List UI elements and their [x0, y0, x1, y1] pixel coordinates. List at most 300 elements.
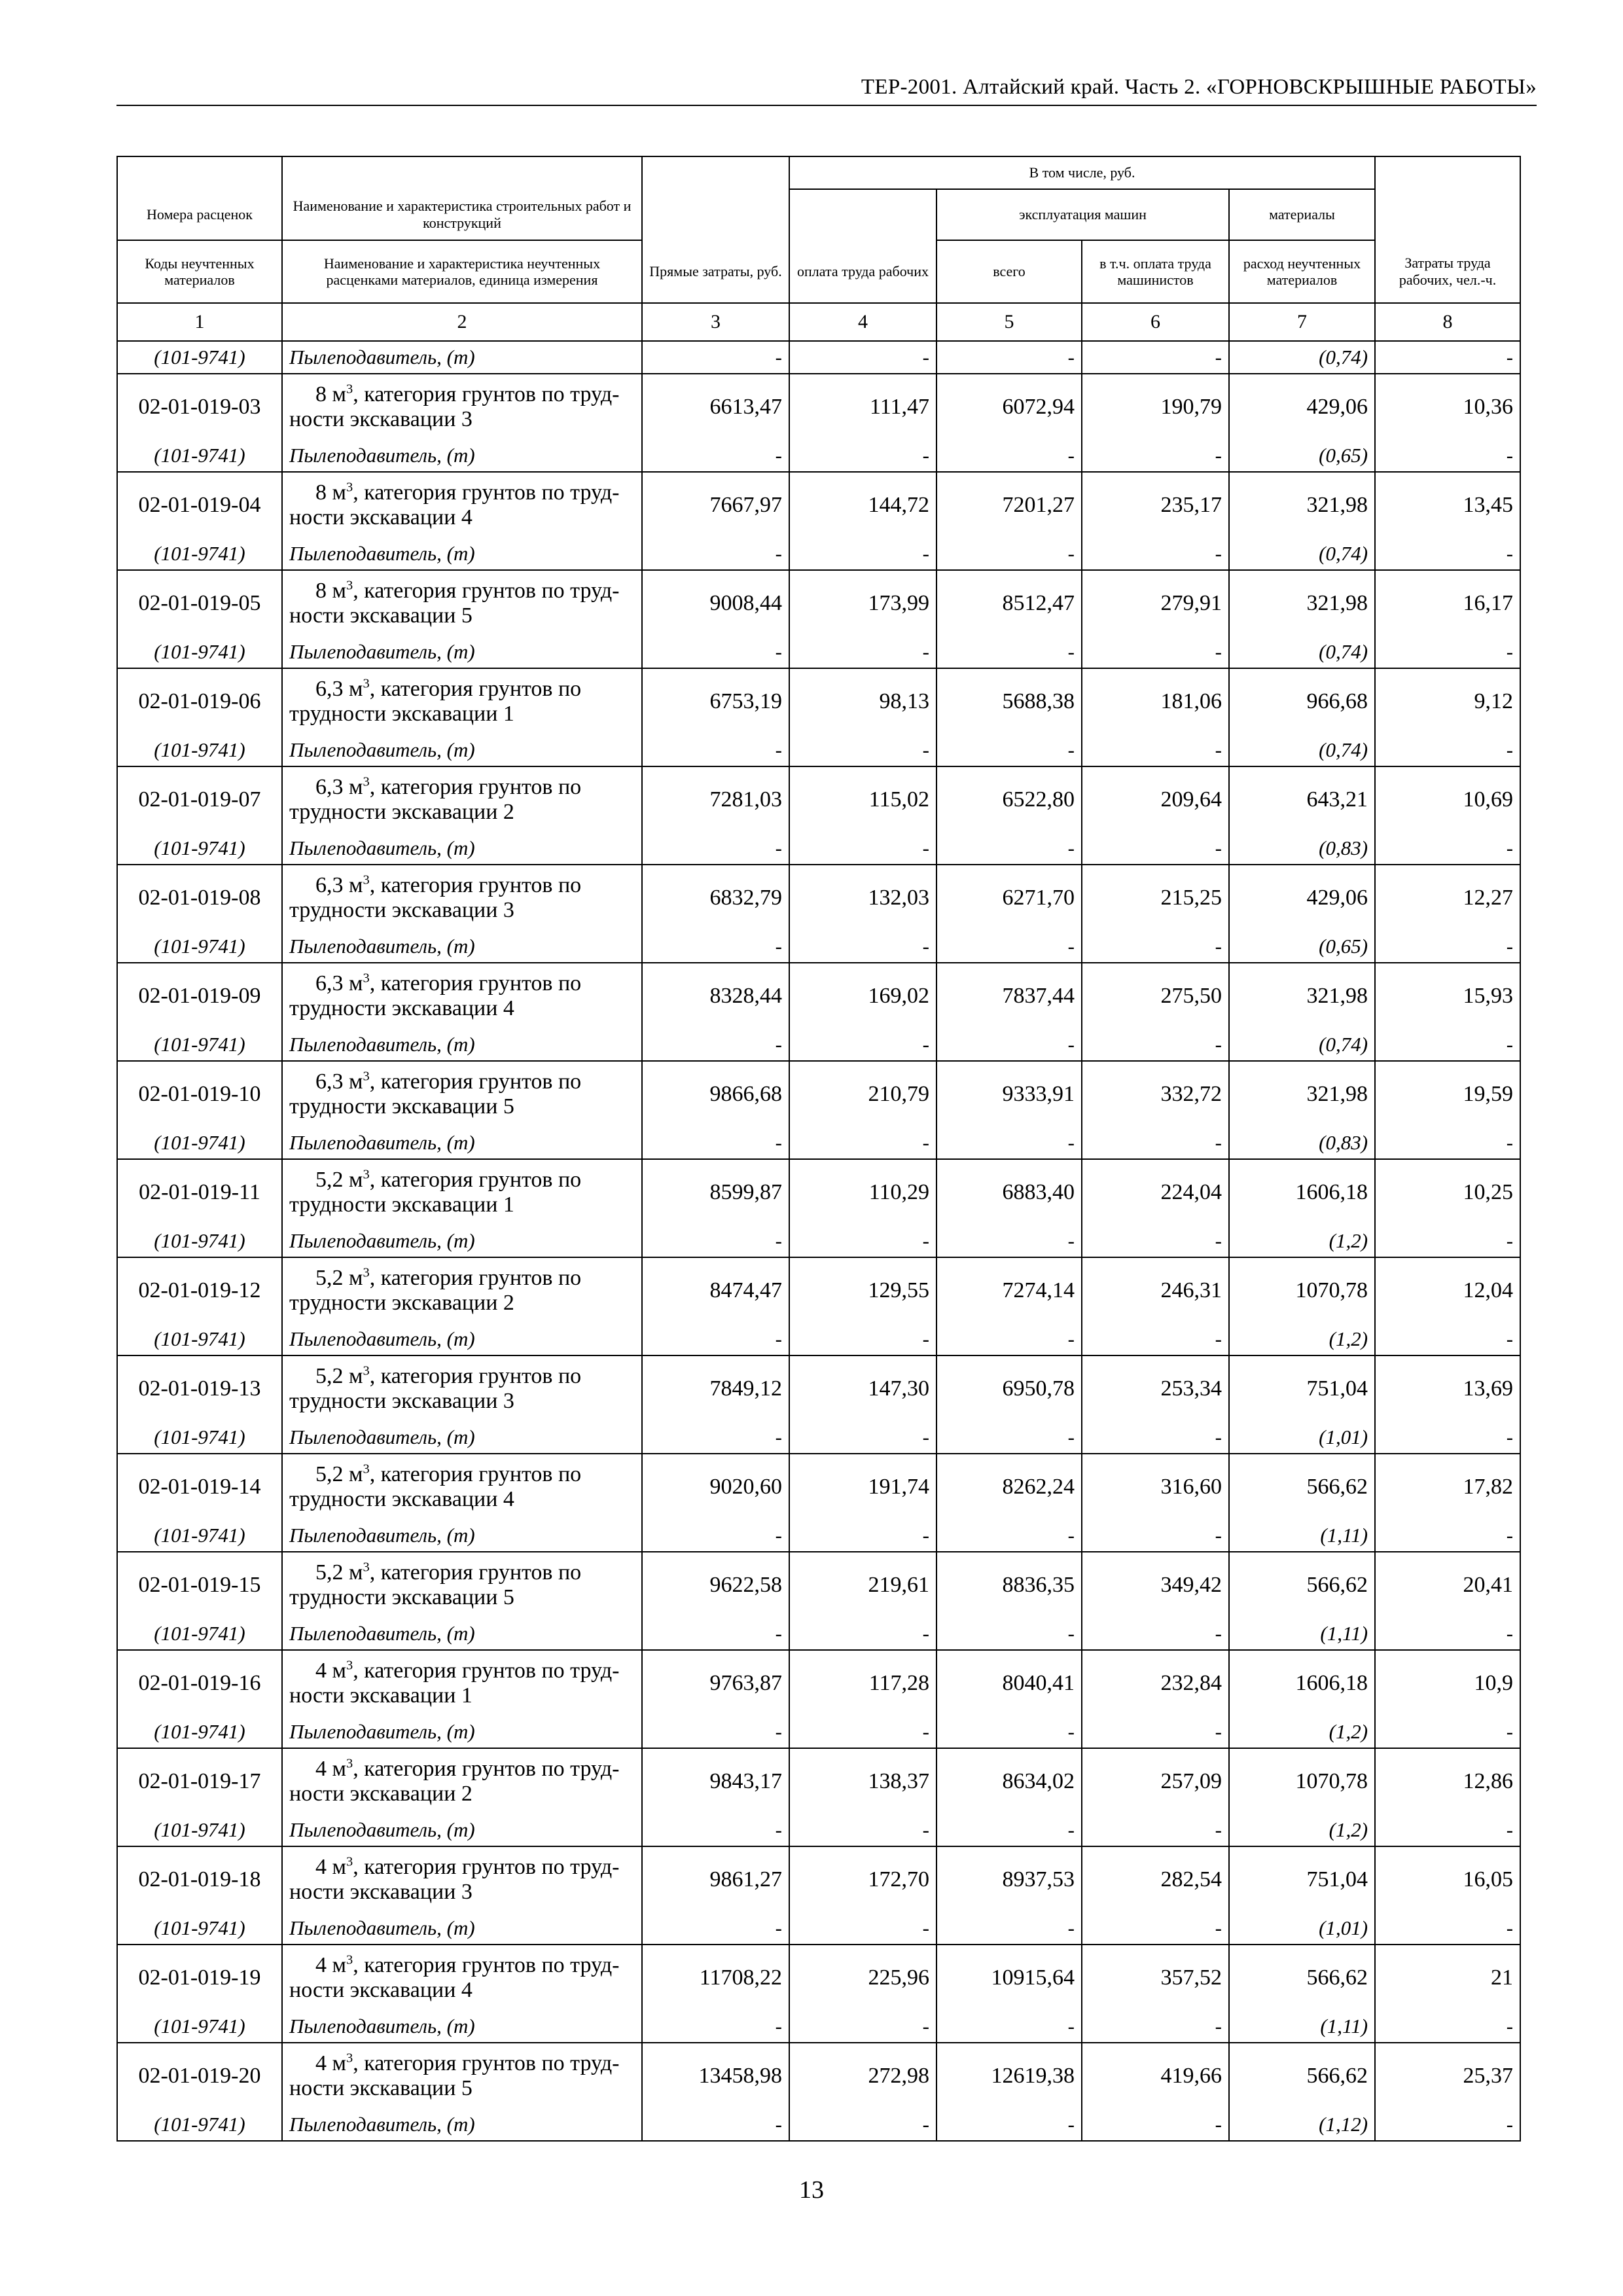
labor-hours: 13,69 [1375, 1355, 1520, 1422]
work-description [282, 1454, 642, 1520]
work-description-line1: , категория грунтов по [369, 1560, 582, 1585]
volume-unit-exponent: 3 [363, 774, 370, 789]
material-machine-labor: - [1082, 341, 1229, 374]
material-labor-cost: - [789, 1912, 936, 1945]
direct-cost: 9866,68 [642, 1061, 789, 1127]
labor-cost: 210,79 [789, 1061, 936, 1127]
material-quantity: (0,74) [1229, 341, 1375, 374]
material-row [117, 1912, 1520, 1945]
material-labor-hours: - [1375, 1814, 1520, 1846]
materials-cost: 566,62 [1229, 1552, 1375, 1618]
work-description-line2: ности экскавации 3 [289, 407, 473, 431]
column-number: 3 [642, 303, 789, 341]
material-direct-cost: - [642, 2109, 789, 2141]
header-col7: расход неучтенных материалов [1229, 240, 1375, 303]
labor-cost: 225,96 [789, 1945, 936, 2011]
material-labor-cost: - [789, 1127, 936, 1159]
machine-operator-pay: 181,06 [1082, 668, 1229, 734]
volume-unit-exponent: 3 [363, 1265, 370, 1280]
rate-code: 02-01-019-20 [117, 2043, 282, 2109]
material-machine-total: - [936, 833, 1082, 865]
work-volume: 4 м [315, 2051, 347, 2075]
work-volume: 6,3 м [315, 1069, 363, 1094]
labor-hours: 19,59 [1375, 1061, 1520, 1127]
material-name: Пылеподавитель, (т) [282, 1814, 642, 1846]
material-machine-total: - [936, 1716, 1082, 1748]
work-description [282, 1257, 642, 1323]
column-number: 1 [117, 303, 282, 341]
work-description-line1: , категория грунтов по [369, 873, 582, 897]
rate-code: 02-01-019-05 [117, 570, 282, 636]
material-labor-cost: - [789, 734, 936, 766]
labor-cost: 169,02 [789, 963, 936, 1029]
labor-hours: 12,86 [1375, 1748, 1520, 1814]
rate-code: 02-01-019-07 [117, 766, 282, 833]
materials-cost: 566,62 [1229, 1945, 1375, 2011]
work-volume: 4 м [315, 1855, 347, 1879]
material-labor-hours: - [1375, 341, 1520, 374]
rate-row [117, 570, 1520, 636]
material-row [117, 1029, 1520, 1061]
rate-code: 02-01-019-13 [117, 1355, 282, 1422]
header-cell-2-top [282, 156, 642, 189]
material-machine-total: - [936, 341, 1082, 374]
machine-total: 7274,14 [936, 1257, 1082, 1323]
direct-cost: 9020,60 [642, 1454, 789, 1520]
machine-operator-pay: 275,50 [1082, 963, 1229, 1029]
material-name: Пылеподавитель, (т) [282, 440, 642, 472]
work-description [282, 1159, 642, 1225]
header-machines-group: эксплуатация машин [936, 189, 1229, 240]
material-labor-hours: - [1375, 1716, 1520, 1748]
labor-cost: 219,61 [789, 1552, 936, 1618]
materials-cost: 566,62 [1229, 1454, 1375, 1520]
material-quantity: (0,74) [1229, 1029, 1375, 1061]
material-code: (101-9741) [117, 2109, 282, 2141]
material-row [117, 440, 1520, 472]
header-cell-4-mid [789, 189, 936, 240]
material-quantity: (1,2) [1229, 1225, 1375, 1257]
work-description-line1: , категория грунтов по труд- [353, 1953, 620, 1977]
rate-row [117, 1945, 1520, 2011]
labor-hours: 9,12 [1375, 668, 1520, 734]
work-volume: 4 м [315, 1757, 347, 1781]
work-volume: 5,2 м [315, 1560, 363, 1585]
rate-row [117, 1650, 1520, 1716]
column-number: 8 [1375, 303, 1520, 341]
material-machine-total: - [936, 734, 1082, 766]
header-col8: Затраты труда рабочих, чел.-ч. [1375, 240, 1520, 303]
material-labor-cost: - [789, 636, 936, 668]
header-col1-top: Номера расценок [117, 189, 282, 240]
direct-cost: 13458,98 [642, 2043, 789, 2109]
work-volume: 5,2 м [315, 1168, 363, 1192]
header-col2-top: Наименование и характеристика строительных работ и конструкций [282, 189, 642, 240]
material-labor-cost: - [789, 833, 936, 865]
material-direct-cost: - [642, 1029, 789, 1061]
material-machine-total: - [936, 1422, 1082, 1454]
materials-cost: 966,68 [1229, 668, 1375, 734]
material-quantity: (0,65) [1229, 931, 1375, 963]
material-row [117, 1422, 1520, 1454]
machine-operator-pay: 257,09 [1082, 1748, 1229, 1814]
rate-row [117, 472, 1520, 538]
work-description-line2: трудности экскавации 2 [289, 800, 514, 824]
direct-cost: 9861,27 [642, 1846, 789, 1912]
labor-cost: 111,47 [789, 374, 936, 440]
material-row [117, 2011, 1520, 2043]
column-number: 4 [789, 303, 936, 341]
material-code: (101-9741) [117, 1323, 282, 1355]
material-direct-cost: - [642, 440, 789, 472]
material-labor-hours: - [1375, 833, 1520, 865]
work-description-line1: , категория грунтов по [369, 1364, 582, 1388]
material-direct-cost: - [642, 1814, 789, 1846]
material-machine-total: - [936, 1127, 1082, 1159]
material-name: Пылеподавитель, (т) [282, 833, 642, 865]
material-row [117, 636, 1520, 668]
header-cell-3-top [642, 156, 789, 189]
rate-row [117, 1159, 1520, 1225]
labor-hours: 16,17 [1375, 570, 1520, 636]
material-machine-labor: - [1082, 538, 1229, 570]
material-labor-cost: - [789, 1323, 936, 1355]
material-code: (101-9741) [117, 1814, 282, 1846]
machine-total: 7837,44 [936, 963, 1082, 1029]
material-machine-labor: - [1082, 1716, 1229, 1748]
material-machine-labor: - [1082, 1127, 1229, 1159]
work-description-line1: , категория грунтов по [369, 1069, 582, 1094]
material-labor-hours: - [1375, 538, 1520, 570]
material-labor-cost: - [789, 931, 936, 963]
material-row [117, 1225, 1520, 1257]
rate-row [117, 668, 1520, 734]
material-labor-hours: - [1375, 636, 1520, 668]
material-labor-cost: - [789, 1225, 936, 1257]
material-quantity: (0,83) [1229, 1127, 1375, 1159]
work-description-line1: , категория грунтов по труд- [353, 579, 620, 603]
material-labor-hours: - [1375, 931, 1520, 963]
header-cell-1-top [117, 156, 282, 189]
material-labor-hours: - [1375, 1422, 1520, 1454]
machine-operator-pay: 232,84 [1082, 1650, 1229, 1716]
material-name: Пылеподавитель, (т) [282, 1912, 642, 1945]
material-quantity: (1,2) [1229, 1323, 1375, 1355]
material-name: Пылеподавитель, (т) [282, 2109, 642, 2141]
rate-row [117, 1355, 1520, 1422]
work-description-line2: ности экскавации 5 [289, 603, 473, 628]
labor-cost: 132,03 [789, 865, 936, 931]
volume-unit-exponent: 3 [363, 971, 370, 986]
materials-cost: 1070,78 [1229, 1257, 1375, 1323]
labor-cost: 172,70 [789, 1846, 936, 1912]
work-description [282, 1748, 642, 1814]
direct-cost: 9763,87 [642, 1650, 789, 1716]
work-volume: 5,2 м [315, 1266, 363, 1290]
column-number: 5 [936, 303, 1082, 341]
labor-cost: 138,37 [789, 1748, 936, 1814]
material-name: Пылеподавитель, (т) [282, 1029, 642, 1061]
work-description [282, 865, 642, 931]
material-quantity: (0,65) [1229, 440, 1375, 472]
material-quantity: (0,74) [1229, 734, 1375, 766]
machine-total: 6522,80 [936, 766, 1082, 833]
material-labor-cost: - [789, 440, 936, 472]
material-machine-labor: - [1082, 833, 1229, 865]
material-labor-cost: - [789, 2109, 936, 2141]
labor-cost: 129,55 [789, 1257, 936, 1323]
materials-cost: 321,98 [1229, 570, 1375, 636]
work-volume: 8 м [315, 480, 347, 505]
material-machine-labor: - [1082, 1912, 1229, 1945]
machine-operator-pay: 332,72 [1082, 1061, 1229, 1127]
material-labor-hours: - [1375, 440, 1520, 472]
labor-hours: 12,04 [1375, 1257, 1520, 1323]
material-name: Пылеподавитель, (т) [282, 1618, 642, 1650]
material-labor-cost: - [789, 341, 936, 374]
work-description-line2: трудности экскавации 3 [289, 1389, 514, 1413]
volume-unit-exponent: 3 [363, 1560, 370, 1575]
labor-cost: 117,28 [789, 1650, 936, 1716]
column-number: 6 [1082, 303, 1229, 341]
material-labor-cost: - [789, 1716, 936, 1748]
material-quantity: (1,11) [1229, 2011, 1375, 2043]
machine-total: 7201,27 [936, 472, 1082, 538]
machine-operator-pay: 246,31 [1082, 1257, 1229, 1323]
machine-operator-pay: 209,64 [1082, 766, 1229, 833]
materials-cost: 1606,18 [1229, 1650, 1375, 1716]
machine-operator-pay: 224,04 [1082, 1159, 1229, 1225]
work-description-line1: , категория грунтов по труд- [353, 382, 620, 406]
direct-cost: 7849,12 [642, 1355, 789, 1422]
machine-operator-pay: 419,66 [1082, 2043, 1229, 2109]
material-labor-cost: - [789, 2011, 936, 2043]
work-description [282, 570, 642, 636]
material-name: Пылеподавитель, (т) [282, 1323, 642, 1355]
rate-code: 02-01-019-04 [117, 472, 282, 538]
material-name: Пылеподавитель, (т) [282, 2011, 642, 2043]
column-number: 2 [282, 303, 642, 341]
work-description-line2: трудности экскавации 4 [289, 1487, 514, 1511]
work-description [282, 1355, 642, 1422]
material-code: (101-9741) [117, 734, 282, 766]
labor-cost: 144,72 [789, 472, 936, 538]
materials-cost: 751,04 [1229, 1355, 1375, 1422]
material-quantity: (1,2) [1229, 1716, 1375, 1748]
volume-unit-exponent: 3 [363, 1363, 370, 1378]
materials-cost: 321,98 [1229, 963, 1375, 1029]
volume-unit-exponent: 3 [363, 1069, 370, 1084]
header-col1-bottom: Коды неучтенных материалов [117, 240, 282, 303]
rate-row [117, 1061, 1520, 1127]
rate-row [117, 1454, 1520, 1520]
header-col5: всего [936, 240, 1082, 303]
material-row [117, 538, 1520, 570]
material-direct-cost: - [642, 1716, 789, 1748]
running-header: ТЕР-2001. Алтайский край. Часть 2. «ГОРНОВСКРЫШНЫЕ РАБОТЫ» [861, 75, 1537, 99]
work-description [282, 1552, 642, 1618]
machine-total: 8512,47 [936, 570, 1082, 636]
machine-total: 6271,70 [936, 865, 1082, 931]
material-direct-cost: - [642, 538, 789, 570]
work-description [282, 668, 642, 734]
materials-cost: 321,98 [1229, 1061, 1375, 1127]
material-row [117, 1618, 1520, 1650]
work-description [282, 374, 642, 440]
rates-table [116, 156, 1521, 2142]
direct-cost: 9843,17 [642, 1748, 789, 1814]
material-code: (101-9741) [117, 1912, 282, 1945]
material-machine-labor: - [1082, 1618, 1229, 1650]
material-direct-cost: - [642, 1618, 789, 1650]
material-code: (101-9741) [117, 833, 282, 865]
direct-cost: 7667,97 [642, 472, 789, 538]
labor-cost: 173,99 [789, 570, 936, 636]
material-direct-cost: - [642, 833, 789, 865]
work-volume: 6,3 м [315, 677, 363, 701]
rate-row [117, 865, 1520, 931]
volume-unit-exponent: 3 [346, 1756, 353, 1771]
material-quantity: (0,74) [1229, 538, 1375, 570]
header-col4: оплата труда рабочих [789, 240, 936, 303]
rate-code: 02-01-019-11 [117, 1159, 282, 1225]
labor-hours: 10,69 [1375, 766, 1520, 833]
work-description [282, 963, 642, 1029]
work-description-line2: трудности экскавации 4 [289, 996, 514, 1020]
machine-total: 8836,35 [936, 1552, 1082, 1618]
material-machine-labor: - [1082, 1323, 1229, 1355]
labor-hours: 15,93 [1375, 963, 1520, 1029]
material-quantity: (1,01) [1229, 1422, 1375, 1454]
material-row [117, 1323, 1520, 1355]
material-code: (101-9741) [117, 1422, 282, 1454]
material-machine-labor: - [1082, 1422, 1229, 1454]
work-volume: 6,3 м [315, 873, 363, 897]
material-machine-total: - [936, 2109, 1082, 2141]
labor-hours: 10,25 [1375, 1159, 1520, 1225]
rate-row [117, 374, 1520, 440]
work-volume: 8 м [315, 382, 347, 406]
material-machine-labor: - [1082, 1814, 1229, 1846]
machine-total: 6072,94 [936, 374, 1082, 440]
material-row [117, 931, 1520, 963]
rate-code: 02-01-019-12 [117, 1257, 282, 1323]
work-description-line1: , категория грунтов по труд- [353, 1757, 620, 1781]
material-code: (101-9741) [117, 931, 282, 963]
material-code: (101-9741) [117, 538, 282, 570]
material-machine-labor: - [1082, 440, 1229, 472]
machine-operator-pay: 282,54 [1082, 1846, 1229, 1912]
machine-operator-pay: 279,91 [1082, 570, 1229, 636]
direct-cost: 8328,44 [642, 963, 789, 1029]
work-volume: 8 м [315, 579, 347, 603]
material-code: (101-9741) [117, 1225, 282, 1257]
material-machine-labor: - [1082, 2109, 1229, 2141]
volume-unit-exponent: 3 [346, 382, 353, 397]
volume-unit-exponent: 3 [346, 480, 353, 495]
materials-cost: 1606,18 [1229, 1159, 1375, 1225]
material-name: Пылеподавитель, (т) [282, 1716, 642, 1748]
rate-row [117, 1257, 1520, 1323]
machine-total: 5688,38 [936, 668, 1082, 734]
rate-row [117, 1552, 1520, 1618]
material-code: (101-9741) [117, 1618, 282, 1650]
work-description [282, 1846, 642, 1912]
rate-code: 02-01-019-10 [117, 1061, 282, 1127]
material-code: (101-9741) [117, 1520, 282, 1552]
materials-cost: 321,98 [1229, 472, 1375, 538]
material-machine-labor: - [1082, 636, 1229, 668]
direct-cost: 7281,03 [642, 766, 789, 833]
column-number: 7 [1229, 303, 1375, 341]
work-description [282, 1650, 642, 1716]
header-cell-3-mid [642, 189, 789, 240]
material-code: (101-9741) [117, 1029, 282, 1061]
material-quantity: (0,83) [1229, 833, 1375, 865]
material-quantity: (0,74) [1229, 636, 1375, 668]
material-code: (101-9741) [117, 341, 282, 374]
rate-row [117, 2043, 1520, 2109]
work-description-line2: ности экскавации 3 [289, 1880, 473, 1904]
work-description-line2: трудности экскавации 5 [289, 1585, 514, 1609]
work-description-line2: ности экскавации 4 [289, 505, 473, 529]
rate-code: 02-01-019-08 [117, 865, 282, 931]
volume-unit-exponent: 3 [346, 1952, 353, 1967]
work-description-line1: , категория грунтов по труд- [353, 2051, 620, 2075]
material-name: Пылеподавитель, (т) [282, 1127, 642, 1159]
material-direct-cost: - [642, 1127, 789, 1159]
volume-unit-exponent: 3 [346, 2051, 353, 2066]
rate-code: 02-01-019-06 [117, 668, 282, 734]
material-row [117, 1716, 1520, 1748]
materials-cost: 1070,78 [1229, 1748, 1375, 1814]
material-labor-hours: - [1375, 2011, 1520, 2043]
labor-hours: 25,37 [1375, 2043, 1520, 2109]
labor-hours: 21 [1375, 1945, 1520, 2011]
material-quantity: (1,11) [1229, 1520, 1375, 1552]
material-labor-cost: - [789, 1618, 936, 1650]
material-labor-hours: - [1375, 1323, 1520, 1355]
work-description-line2: трудности экскавации 5 [289, 1094, 514, 1119]
material-row [117, 2109, 1520, 2141]
work-volume: 6,3 м [315, 775, 363, 799]
material-machine-total: - [936, 1029, 1082, 1061]
machine-operator-pay: 253,34 [1082, 1355, 1229, 1422]
labor-hours: 17,82 [1375, 1454, 1520, 1520]
machine-total: 12619,38 [936, 2043, 1082, 2109]
material-row [117, 341, 1520, 374]
work-volume: 4 м [315, 1953, 347, 1977]
work-volume: 6,3 м [315, 971, 363, 996]
labor-hours: 13,45 [1375, 472, 1520, 538]
materials-cost: 429,06 [1229, 865, 1375, 931]
machine-total: 8634,02 [936, 1748, 1082, 1814]
volume-unit-exponent: 3 [363, 1167, 370, 1182]
labor-hours: 20,41 [1375, 1552, 1520, 1618]
material-direct-cost: - [642, 931, 789, 963]
material-code: (101-9741) [117, 2011, 282, 2043]
rate-row [117, 1748, 1520, 1814]
machine-operator-pay: 357,52 [1082, 1945, 1229, 2011]
material-machine-total: - [936, 931, 1082, 963]
material-quantity: (1,01) [1229, 1912, 1375, 1945]
material-machine-total: - [936, 2011, 1082, 2043]
machine-operator-pay: 316,60 [1082, 1454, 1229, 1520]
machine-total: 6950,78 [936, 1355, 1082, 1422]
material-row [117, 1814, 1520, 1846]
material-quantity: (1,12) [1229, 2109, 1375, 2141]
material-name: Пылеподавитель, (т) [282, 931, 642, 963]
